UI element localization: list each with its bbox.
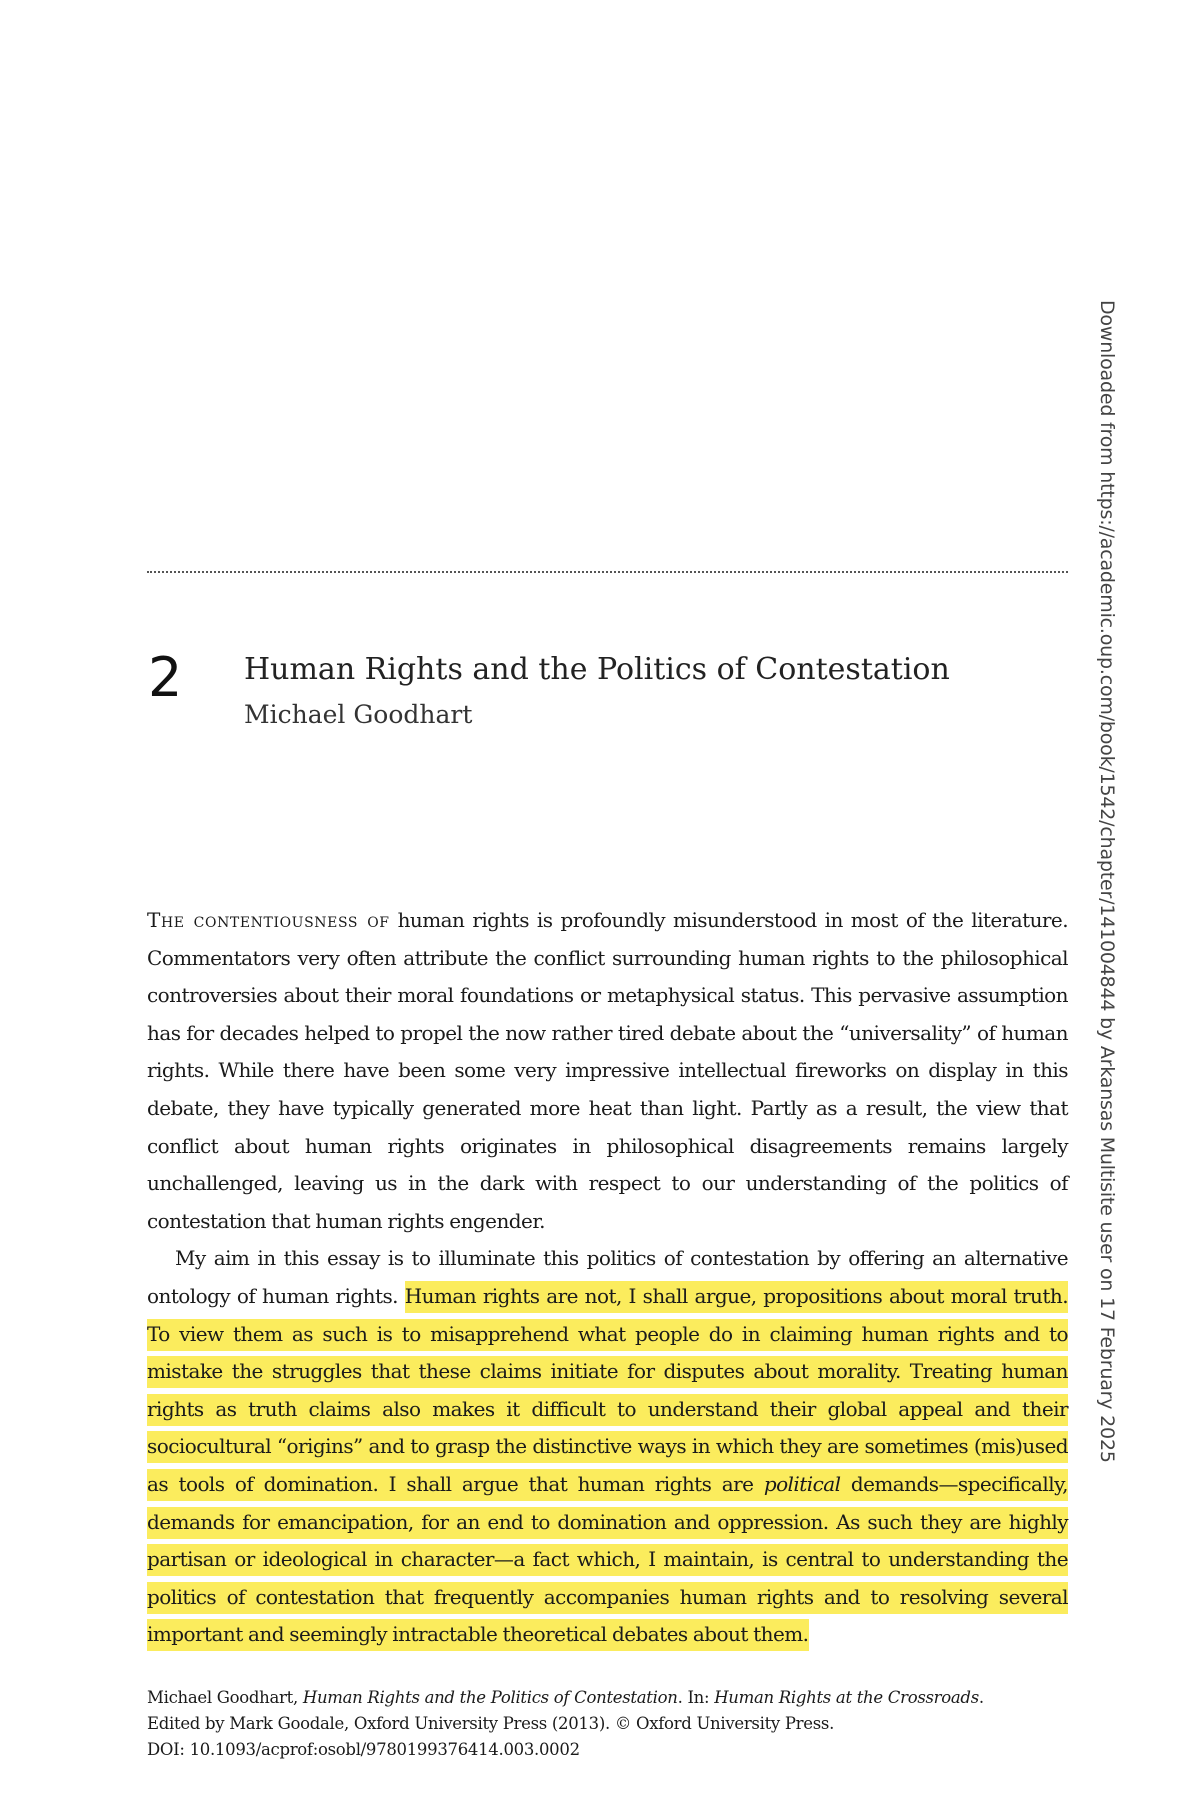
citation-line-2: Edited by Mark Goodale, Oxford University Press (2013). © Oxford University Press. <box>147 1714 835 1733</box>
section-divider <box>147 571 1068 573</box>
paragraph-1 <box>147 902 1068 1240</box>
citation-in: . In: <box>677 1688 715 1707</box>
highlighted-text-2: demands—specifically, demands for emancipation, for an end to domination and oppression. As such they are highly partisan or ideological in character—a fact which, I maintain, is central to understanding the politics of contestation that frequently accompanies human rights and to resolving several important and seemingly intractable theoretical debates about them. <box>147 1471 1068 1647</box>
citation-end: . <box>978 1688 984 1707</box>
chapter-number: 2 <box>148 646 183 709</box>
download-watermark <box>1096 300 1119 1463</box>
paragraph-2-text: My aim in this essay is to illuminate this politics of contestation by offering an alternative ontology of human rights. <box>147 1246 1068 1308</box>
paragraph-1-text: human rights is profoundly misunderstood in most of the literature. Commentators very often attribute the conflict surrounding human rights to the philosophical controversies about their moral foundations or metaphysical status. This pervasive assumption has for decades helped to propel the now rather tired debate about the “universality” of human rights. While there have been some very impressive intellectual fireworks on display in this debate, they have typically generated more heat than light. Partly as a result, the view that conflict about human rights originates in philosophical disagreements remains largely unchallenged, leaving us in the dark with respect to our understanding of the politics of contestation that human rights engender. <box>147 908 1068 1233</box>
opening-small-caps: The contentiousness of <box>147 908 390 932</box>
highlighted-emphasis: political <box>763 1471 841 1496</box>
highlighted-text-1: Human rights are not, I shall argue, propositions about moral truth. To view them as such is to misapprehend what people do in claiming human rights and to mistake the struggles that these claims initiate for disputes about morality. Treating human rights as truth claims also makes it difficult to understand their global appeal and their sociocultural “origins” and to grasp the distinctive ways in which they are sometimes (mis)used as tools of domination. I shall argue that human rights are <box>147 1283 1068 1496</box>
citation-line-1 <box>147 1685 1068 1711</box>
citation-book-title: Human Rights at the Crossroads <box>714 1688 979 1707</box>
citation-footnote <box>147 1685 1068 1763</box>
chapter-title: Human Rights and the Politics of Contestation <box>244 652 950 687</box>
citation-chapter-title: Human Rights and the Politics of Contestation <box>302 1688 678 1707</box>
citation-doi[interactable]: DOI: 10.1093/acprof:osobl/9780199376414.003.0002 <box>147 1740 580 1759</box>
citation-author: Michael Goodhart, <box>147 1688 303 1707</box>
chapter-author: Michael Goodhart <box>244 700 473 729</box>
paragraph-2 <box>147 1240 1068 1654</box>
download-watermark-text: Downloaded from https://academic.oup.com/book/1542/chapter/141004844 by Arkansas Multisite user on 17 February 2025 <box>1096 300 1118 1463</box>
body-text <box>147 902 1068 1654</box>
highlighted-passage[interactable] <box>147 1281 1068 1651</box>
